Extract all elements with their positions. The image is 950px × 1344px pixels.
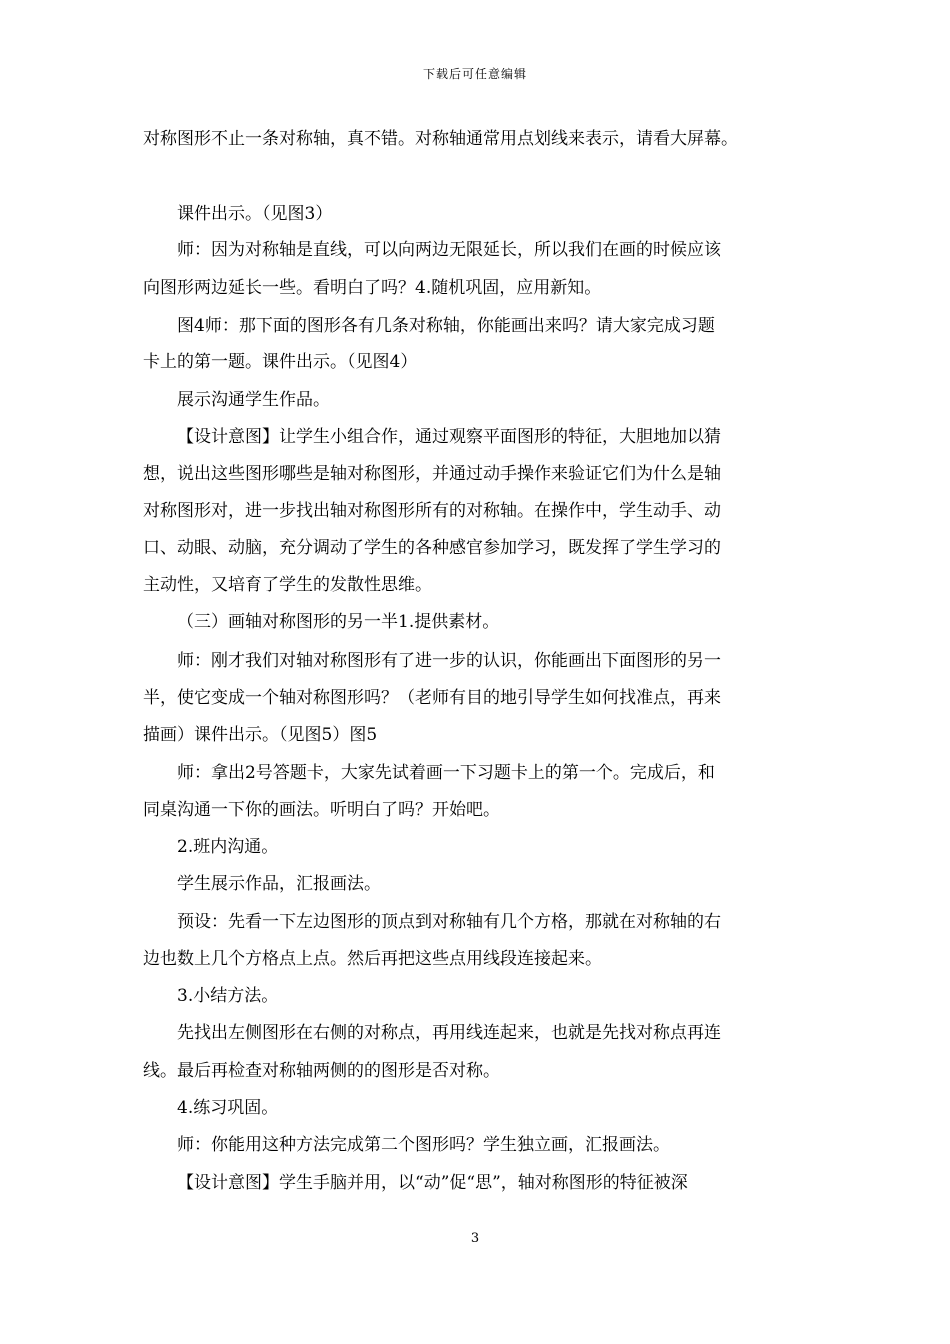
text-line: 卡上的第一题。课件出示。（见图4） — [143, 352, 418, 372]
page-number: 3 — [470, 1231, 480, 1246]
text-line: 课件出示。（见图3） — [177, 204, 333, 224]
text-line: 预设：先看一下左边图形的顶点到对称轴有几个方格，那就在对称轴的右 — [177, 912, 721, 932]
text-line: 师：刚才我们对轴对称图形有了进一步的认识，你能画出下面图形的另一 — [177, 651, 721, 671]
text-line: 先找出左侧图形在右侧的对称点，再用线连起来，也就是先找对称点再连 — [177, 1023, 721, 1043]
text-line: 向图形两边延长一些。看明白了吗？4.随机巩固，应用新知。 — [143, 278, 602, 298]
text-line: 3.小结方法。 — [177, 986, 279, 1006]
page-header: 下载后可任意编辑 — [422, 67, 527, 81]
text-line: 描画）课件出示。（见图5）图5 — [143, 725, 378, 745]
text-line: 图4师：那下面的图形各有几条对称轴，你能画出来吗？请大家完成习题 — [177, 316, 715, 336]
text-line: 4.练习巩固。 — [177, 1098, 279, 1118]
text-line: 【设计意图】让学生小组合作，通过观察平面图形的特征，大胆地加以猜 — [177, 427, 721, 447]
text-line: 展示沟通学生作品。 — [177, 390, 330, 410]
text-line: 2.班内沟通。 — [177, 837, 279, 857]
text-line: 对称图形对，进一步找出轴对称图形所有的对称轴。在操作中，学生动手、动 — [143, 501, 721, 521]
text-line: 师：因为对称轴是直线，可以向两边无限延长，所以我们在画的时候应该 — [177, 240, 721, 260]
text-line: 边也数上几个方格点上点。然后再把这些点用线段连接起来。 — [143, 949, 602, 969]
text-line: 想，说出这些图形哪些是轴对称图形，并通过动手操作来验证它们为什么是轴 — [143, 464, 721, 484]
text-line: 对称图形不止一条对称轴，真不错。对称轴通常用点划线来表示，请看大屏幕。 — [143, 129, 738, 149]
text-line: 半，使它变成一个轴对称图形吗？（老师有目的地引导学生如何找准点，再来 — [143, 688, 721, 708]
text-line: 师：你能用这种方法完成第二个图形吗？学生独立画，汇报画法。 — [177, 1135, 670, 1155]
text-line: 【设计意图】学生手脑并用，以“动”促“思”，轴对称图形的特征被深 — [177, 1173, 688, 1193]
text-line: 口、动眼、动脑，充分调动了学生的各种感官参加学习，既发挥了学生学习的 — [143, 538, 721, 558]
text-line: 师：拿出2号答题卡，大家先试着画一下习题卡上的第一个。完成后，和 — [177, 763, 715, 783]
text-line: （三）画轴对称图形的另一半1.提供素材。 — [177, 612, 500, 632]
text-line: 线。最后再检查对称轴两侧的的图形是否对称。 — [143, 1061, 500, 1081]
text-line: 学生展示作品，汇报画法。 — [177, 874, 381, 894]
text-line: 主动性，又培育了学生的发散性思维。 — [143, 575, 432, 595]
text-line: 同桌沟通一下你的画法。听明白了吗？开始吧。 — [143, 800, 500, 820]
